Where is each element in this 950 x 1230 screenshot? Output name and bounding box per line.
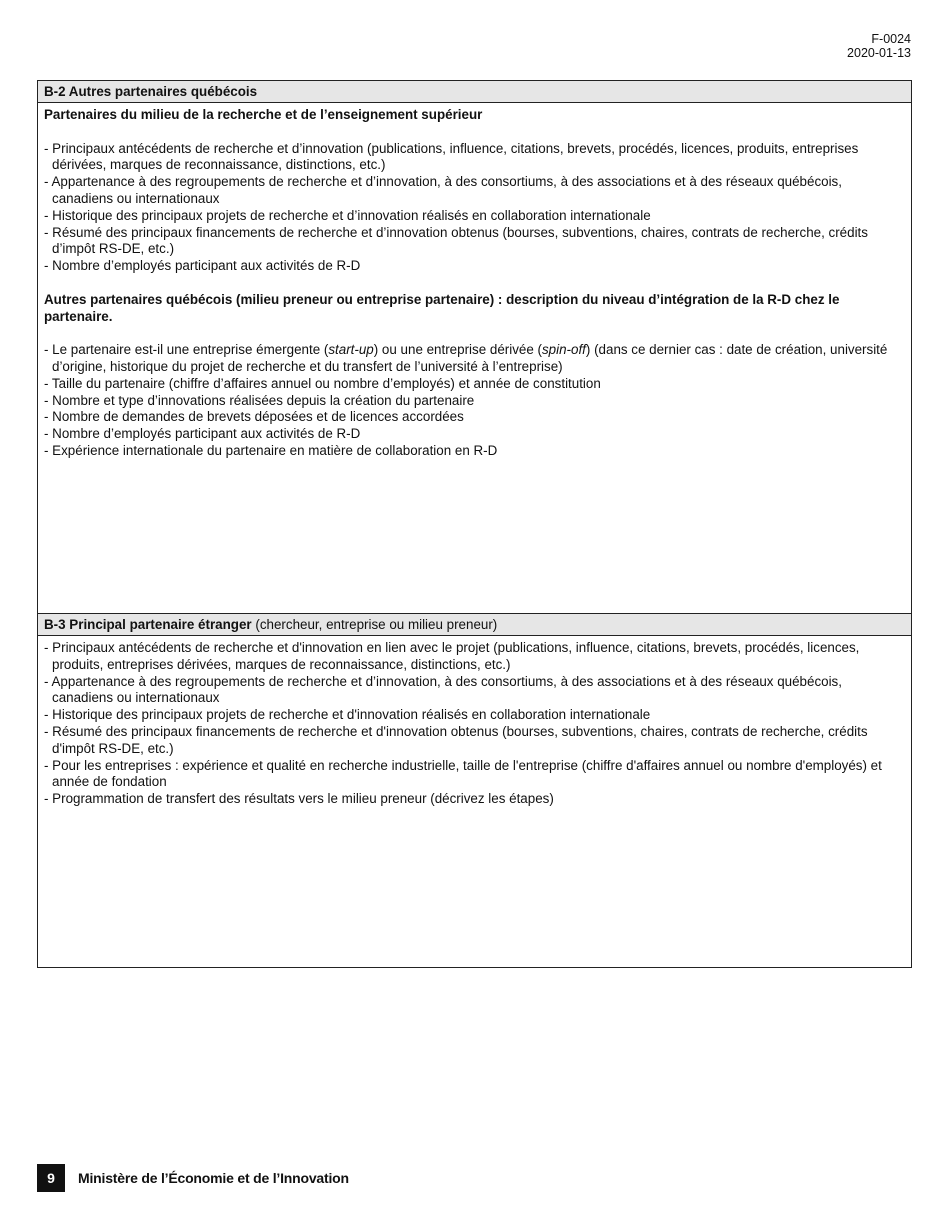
section-b3-header — [38, 614, 911, 636]
list-item: - Historique des principaux projets de recherche et d’innovation réalisés en collaboration internationale — [44, 207, 651, 223]
list-item: - Appartenance à des regroupements de recherche et d’innovation, à des consortiums, à des associations et à des réseaux québécois, canadiens ou internationaux — [44, 174, 842, 206]
form-reference — [847, 32, 911, 60]
list-item: - Nombre d’employés participant aux activités de R-D — [44, 258, 361, 274]
research-partners-list — [44, 141, 905, 275]
list-item: - Pour les entreprises : expérience et qualité en recherche industrielle, taille de l'entreprise (chiffre d'affaires annuel ou nombre d'employés) et année de fondation — [44, 757, 882, 790]
list-item: - Appartenance à des regroupements de recherche et d’innovation, à des consortiums, à des associations et à des réseaux québécois, canadiens ou internationaux — [44, 673, 842, 706]
other-partners-heading: Autres partenaires québécois (milieu preneur ou entreprise partenaire) : description du niveau d’intégration de la R-D chez le partenaire. — [44, 291, 840, 324]
section-b3[interactable] — [37, 613, 912, 968]
section-b2[interactable] — [37, 80, 912, 614]
list-item: - Nombre d’employés participant aux activités de R-D — [44, 426, 361, 442]
form-code: F-0024 — [871, 32, 911, 46]
list-item: - Résumé des principaux financements de recherche et d’innovation obtenus (bourses, subventions, chaires, contrats de recherche, crédits d’impôt RS-DE, etc.) — [44, 224, 868, 257]
list-item: - Principaux antécédents de recherche et d'innovation en lien avec le projet (publications, influence, citations, brevets, procédés, licences, produits, entreprises dérivées, marques de reconnaissance, distinctions, etc.) — [44, 640, 860, 672]
ministry-name: Ministère de l’Économie et de l’Innovation — [78, 1170, 349, 1186]
section-b2-header — [38, 81, 911, 103]
form-date: 2020-01-13 — [847, 46, 911, 60]
list-item: - Le partenaire est-il une entreprise émergente (start-up) ou une entreprise dérivée (spin-off) (dans ce dernier cas : date de création, université d’origine, historique du projet de recherche et du transfert de l’université à l’entreprise) — [44, 342, 888, 374]
list-item: - Expérience internationale du partenaire en matière de collaboration en R-D — [44, 442, 498, 458]
list-item: - Nombre et type d’innovations réalisées depuis la création du partenaire — [44, 392, 475, 408]
list-item: - Programmation de transfert des résultats vers le milieu preneur (décrivez les étapes) — [44, 791, 554, 807]
research-partners-heading: Partenaires du milieu de la recherche et de l’enseignement supérieur — [44, 107, 483, 122]
section-b2-body[interactable] — [38, 103, 911, 460]
page-number: 9 — [37, 1164, 65, 1192]
foreign-partner-list — [44, 640, 905, 808]
page-footer — [37, 1164, 349, 1192]
list-item: - Taille du partenaire (chiffre d’affaires annuel ou nombre d’employés) et année de constitution — [44, 375, 601, 391]
other-partners-list — [44, 342, 905, 460]
list-item: - Nombre de demandes de brevets déposées et de licences accordées — [44, 409, 464, 425]
section-b3-subtitle: (chercheur, entreprise ou milieu preneur) — [251, 617, 498, 632]
section-b2-title: B-2 Autres partenaires québécois — [44, 84, 258, 99]
section-b3-body[interactable] — [38, 636, 911, 808]
list-item: - Historique des principaux projets de recherche et d'innovation réalisés en collaboration internationale — [44, 707, 651, 723]
list-item: - Principaux antécédents de recherche et d’innovation (publications, influence, citations, brevets, procédés, licences, produits, entreprises dérivées, marques de reconnaissance, distinctions, etc.) — [44, 140, 859, 173]
section-b3-title: B-3 Principal partenaire étranger — [44, 617, 252, 632]
list-item: - Résumé des principaux financements de recherche et d'innovation obtenus (bourses, subventions, chaires, contrats de recherche, crédits d'impôt RS-DE, etc.) — [44, 723, 868, 756]
